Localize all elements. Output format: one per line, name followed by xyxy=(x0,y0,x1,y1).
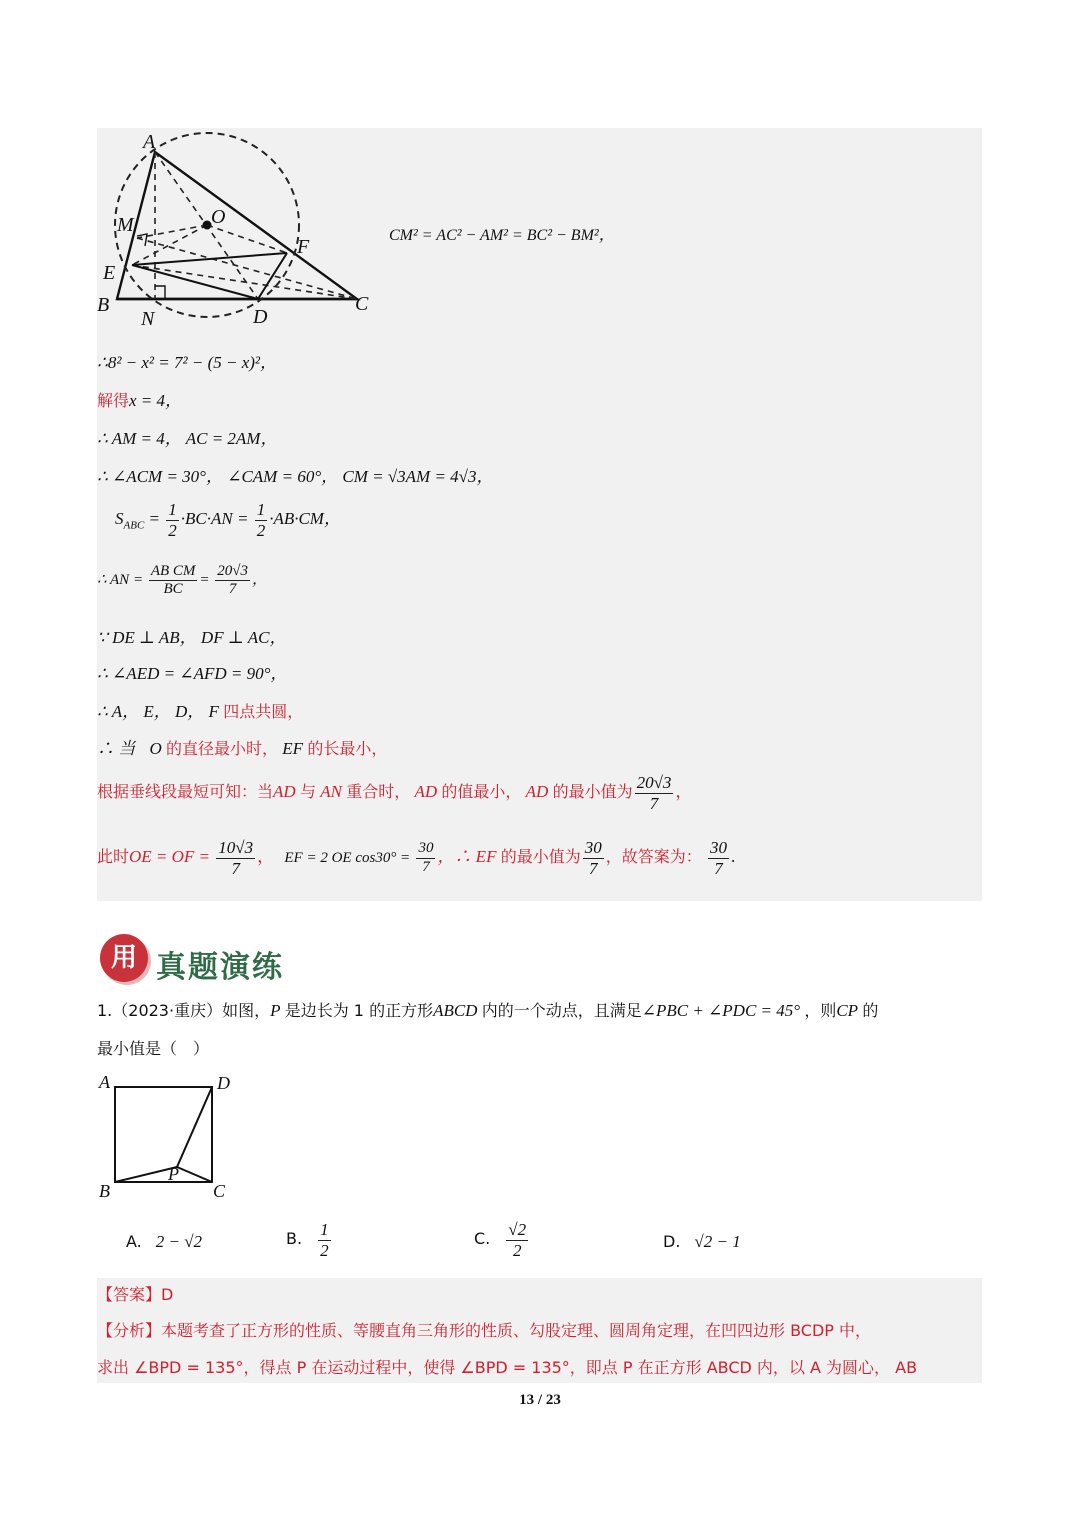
label-B: B xyxy=(97,294,110,316)
section-title: 真题演练 xyxy=(156,950,284,985)
step-6-an: ∴ AN = $\frac{\text{AB CM}}{BC}$ = $\frac{20√3}{7}$ ， xyxy=(97,563,268,598)
step-5-area: $S_{ABC}$ = $\frac{1}{2}$ ·BC·AN = $\frac{1}{2}$ ·AB·CM， xyxy=(115,500,341,540)
step-7: ∵ DE ⊥ AB， DF ⊥ AC， xyxy=(97,628,287,647)
question-line-1: 1.（2023·重庆）如图，P 是边长为 1 的正方形ABCD 内的一个动点，且满足∠PBC + ∠PDC = 45° ，则CP 的 xyxy=(97,1001,879,1020)
label-C: C xyxy=(355,293,369,315)
step-10: ∴ 当 O 的直径最小时， EF 的长最小， xyxy=(97,739,388,758)
step-3: ∴ AM = 4， AC = 2AM， xyxy=(97,429,278,448)
sq-label-P: P xyxy=(168,1164,179,1184)
section-banner xyxy=(100,934,310,986)
analysis-line-1: 【分析】本题考查了正方形的性质、等腰直角三角形的性质、勾股定理、圆周角定理，在凹四边形 BCDP 中， xyxy=(97,1321,872,1340)
answer-line: 【答案】D xyxy=(97,1285,174,1304)
sq-label-B: B xyxy=(99,1181,110,1200)
sq-label-D: D xyxy=(217,1073,230,1093)
question-line-2: 最小值是（ ） xyxy=(97,1039,210,1058)
label-N: N xyxy=(141,308,155,328)
step-11: 根据垂线段最短可知：当AD 与 AN 重合时， AD 的值最小， AD 的最小值为 $\frac{20√3}{7}$ ， xyxy=(97,773,693,813)
option-b[interactable]: B. $\frac{1}{2}$ xyxy=(286,1220,329,1260)
label-D: D xyxy=(253,306,268,328)
solution-panel xyxy=(97,128,982,901)
square-figure xyxy=(95,1070,245,1200)
sq-label-A: A xyxy=(99,1072,110,1092)
answer-panel xyxy=(97,1278,982,1383)
step-2: 解得x = 4， xyxy=(97,391,183,410)
label-O: O xyxy=(211,206,226,228)
label-A: A xyxy=(143,131,156,153)
option-c[interactable]: C. $\frac{√2}{2}$ xyxy=(474,1220,527,1260)
step-12: 此时OE = OF = $\frac{10√3}{7}$ ， EF = 2 OE cos30° = $\frac{30}{7}$ ，∴ EF 的最小值为 $\frac{30}{7}$ ，故答案为： $\frac{30}{7}$ . xyxy=(97,838,736,878)
page-number: 13 / 23 xyxy=(519,1392,561,1408)
step-4: ∴ ∠ACM = 30°， ∠CAM = 60°， CM = √3AM = 4√3， xyxy=(97,467,494,486)
analysis-line-2: 求出 ∠BPD = 135°，得点 P 在运动过程中，使得 ∠BPD = 135°，即点 P 在正方形 ABCD 内，以 A 为圆心， AB xyxy=(97,1358,918,1377)
label-F: F xyxy=(297,236,310,258)
label-E: E xyxy=(103,262,116,284)
option-d[interactable]: D. √2 − 1 xyxy=(663,1232,741,1251)
sq-label-C: C xyxy=(213,1181,226,1200)
step-1: ∴8² − x² = 7² − (5 − x)²， xyxy=(97,353,278,372)
label-M: M xyxy=(117,214,134,236)
step-8: ∴ ∠AED = ∠AFD = 90°， xyxy=(97,664,288,683)
cm-equation: CM² = AC² − AM² = BC² − BM²， xyxy=(389,227,615,244)
section-badge: 用 xyxy=(100,934,148,982)
option-a[interactable]: A. 2 − √2 xyxy=(126,1232,203,1251)
step-9: ∴ A， E， D， F 四点共圆， xyxy=(97,702,304,721)
geometry-figure-circle xyxy=(97,128,387,328)
